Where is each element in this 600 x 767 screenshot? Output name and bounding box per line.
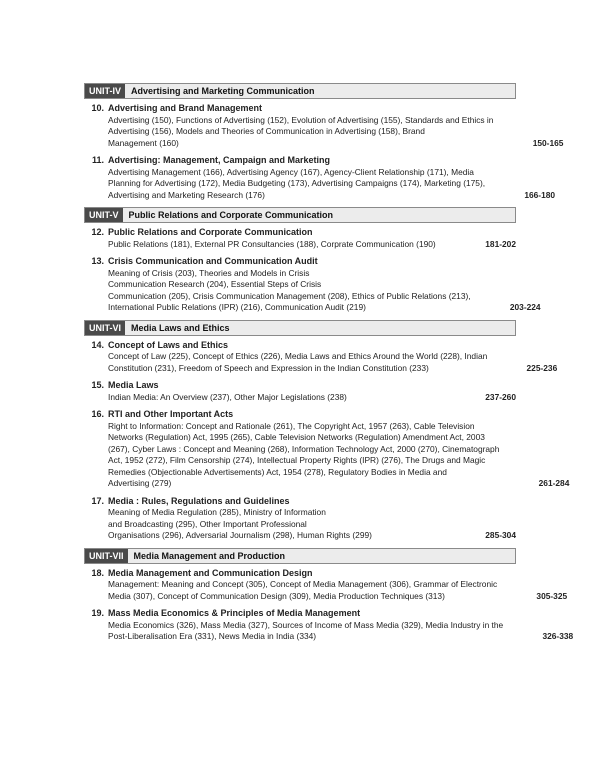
chapter-entry xyxy=(84,227,516,250)
chapter-entry xyxy=(84,339,558,375)
chapter-topics xyxy=(108,392,446,404)
topic-line: Remedies (Objectionable Advertisements) Act, 1954 (278), Regulatory Bodies in Media and xyxy=(108,466,447,477)
topic-line: Indian Media: An Overview (237), Other Major Legislations (238) xyxy=(108,391,347,402)
page-range: 326-338 xyxy=(542,631,574,641)
topic-line: Right to Information: Concept and Rationale (261), The Copyright Act, 1957 (263), Cable Television xyxy=(108,420,475,431)
topic-line: Communication (205), Crisis Communication Management (208), Ethics of Public Relations (213), xyxy=(108,290,471,301)
page-range: 166-180 xyxy=(524,189,556,200)
unit-title: Media Management and Production xyxy=(128,549,515,563)
page-range: 305-325 xyxy=(536,590,568,601)
chapter-title: Media Management and Communication Design xyxy=(108,567,313,578)
chapter-number: 15. xyxy=(91,380,104,390)
chapter-entry xyxy=(84,155,556,201)
topic-line: Management (160) xyxy=(108,137,179,148)
page-range: 203-224 xyxy=(509,302,541,312)
chapter-entry xyxy=(84,380,516,403)
topic-line: and Broadcasting (295), Other Important Professional xyxy=(108,518,307,529)
chapter-topics xyxy=(108,620,503,643)
page-range: 150-165 xyxy=(532,137,564,148)
chapter-number: 10. xyxy=(91,103,104,113)
topic-line: Media (307), Concept of Communication Design (309), Media Production Techniques (313) xyxy=(108,590,445,601)
chapter-entry xyxy=(84,256,541,314)
chapter-entry xyxy=(84,608,574,643)
unit-title: Advertising and Marketing Communication xyxy=(125,84,515,98)
unit-header xyxy=(84,548,516,564)
page-range: 237-260 xyxy=(485,391,516,402)
unit-section xyxy=(84,548,574,643)
chapter-title: RTI and Other Important Acts xyxy=(108,409,234,419)
table-of-contents xyxy=(84,83,574,649)
topic-line: Concept of Law (225), Concept of Ethics (226), Media Laws and Ethics Around the World (228), Indian xyxy=(108,351,488,361)
unit-label: UNIT-VII xyxy=(85,549,128,563)
topic-line: Advertising (150), Functions of Advertising (152), Evolution of Advertising (155), Standards and Ethics in xyxy=(108,114,494,125)
chapter-title: Mass Media Economics & Principles of Media Management xyxy=(108,608,361,618)
chapter-number: 12. xyxy=(91,227,104,237)
unit-title: Public Relations and Corporate Communication xyxy=(123,208,515,222)
topic-line: Advertising and Marketing Research (176) xyxy=(108,189,265,200)
chapter-entry xyxy=(84,567,568,603)
chapter-number: 19. xyxy=(91,608,104,618)
chapter-topics xyxy=(108,167,485,202)
unit-header xyxy=(84,320,516,336)
chapter-topics xyxy=(108,351,487,374)
topic-line: Meaning of Crisis (203), Theories and Models in Crisis xyxy=(108,267,310,278)
topic-line: Management: Meaning and Concept (305), Concept of Media Management (306), Grammar of Electronic xyxy=(108,579,498,589)
chapter-topics xyxy=(108,239,446,251)
page-range: 261-284 xyxy=(538,478,570,488)
chapter-topics xyxy=(108,507,446,542)
unit-section xyxy=(84,83,564,201)
unit-title: Media Laws and Ethics xyxy=(125,321,515,335)
page-range: 285-304 xyxy=(485,530,516,540)
topic-line: Advertising Management (166), Advertising Agency (167), Agency-Client Relationship (171), Media xyxy=(108,166,474,177)
unit-header xyxy=(84,207,516,223)
chapter-entry xyxy=(84,496,516,542)
topic-line: Meaning of Media Regulation (285), Ministry of Information xyxy=(108,507,326,517)
chapter-title: Crisis Communication and Communication Audit xyxy=(108,256,318,266)
chapter-title: Advertising and Brand Management xyxy=(108,103,263,113)
chapter-entry xyxy=(84,409,570,490)
topic-line: Networks (Regulation) Act, 1995 (265), Cable Television Networks (Regulation) Amendment Act, 2003 xyxy=(108,432,485,442)
chapter-title: Public Relations and Corporate Communication xyxy=(108,227,313,237)
chapter-number: 13. xyxy=(91,256,104,266)
topic-line: Organisations (296), Adversarial Journalism (298), Human Rights (299) xyxy=(108,530,372,540)
unit-label: UNIT-V xyxy=(85,208,123,222)
topic-line: Planning for Advertising (172), Media Budgeting (173), Advertising Campaigns (174), Marketing (175), xyxy=(108,178,486,188)
topic-line: Advertising (156), Models and Theories of Communication in Advertising (158), Brand xyxy=(108,126,425,136)
topic-line: Advertising (279) xyxy=(108,478,172,488)
unit-section xyxy=(84,320,570,542)
unit-section xyxy=(84,207,541,314)
topic-line: (267), Cyber Laws : Concept and Meaning (268), Information Technology Act, 2000 (270), Cinematograph xyxy=(108,443,500,454)
chapter-topics xyxy=(108,115,493,150)
chapter-number: 11. xyxy=(91,155,104,165)
unit-header xyxy=(84,83,516,99)
topic-line: Act, 1952 (272), Film Censorship (274), Intellectual Property Rights (IPR) (276), The Drugs and Magic xyxy=(108,455,486,465)
page-range: 225-236 xyxy=(526,362,558,373)
chapter-topics xyxy=(108,579,497,602)
page-range: 181-202 xyxy=(485,238,516,249)
chapter-title: Media : Rules, Regulations and Guidelines xyxy=(108,495,290,506)
unit-label: UNIT-VI xyxy=(85,321,125,335)
topic-line: Constitution (231), Freedom of Speech and Expression in the Indian Constitution (233) xyxy=(108,362,429,373)
chapter-title: Concept of Laws and Ethics xyxy=(108,339,229,350)
topic-line: Public Relations (181), External PR Consultancies (188), Corprate Communication (190) xyxy=(108,238,436,249)
topic-line: Media Economics (326), Mass Media (327), Sources of Income of Mass Media (329), Media Industry in the xyxy=(108,619,504,630)
chapter-title: Media Laws xyxy=(108,380,159,390)
chapter-title: Advertising: Management, Campaign and Marketing xyxy=(108,155,331,165)
chapter-topics xyxy=(108,268,471,314)
topic-line: Communication Research (204), Essential Steps of Crisis xyxy=(108,279,322,289)
chapter-number: 18. xyxy=(91,567,104,578)
topic-line: Post-Liberalisation Era (331), News Media in India (334) xyxy=(108,631,317,641)
chapter-topics xyxy=(108,421,499,490)
topic-line: International Public Relations (IPR) (216), Communication Audit (219) xyxy=(108,302,366,312)
chapter-entry xyxy=(84,103,564,149)
chapter-number: 16. xyxy=(91,409,104,419)
chapter-number: 17. xyxy=(91,495,104,506)
chapter-number: 14. xyxy=(91,339,104,350)
unit-label: UNIT-IV xyxy=(85,84,125,98)
